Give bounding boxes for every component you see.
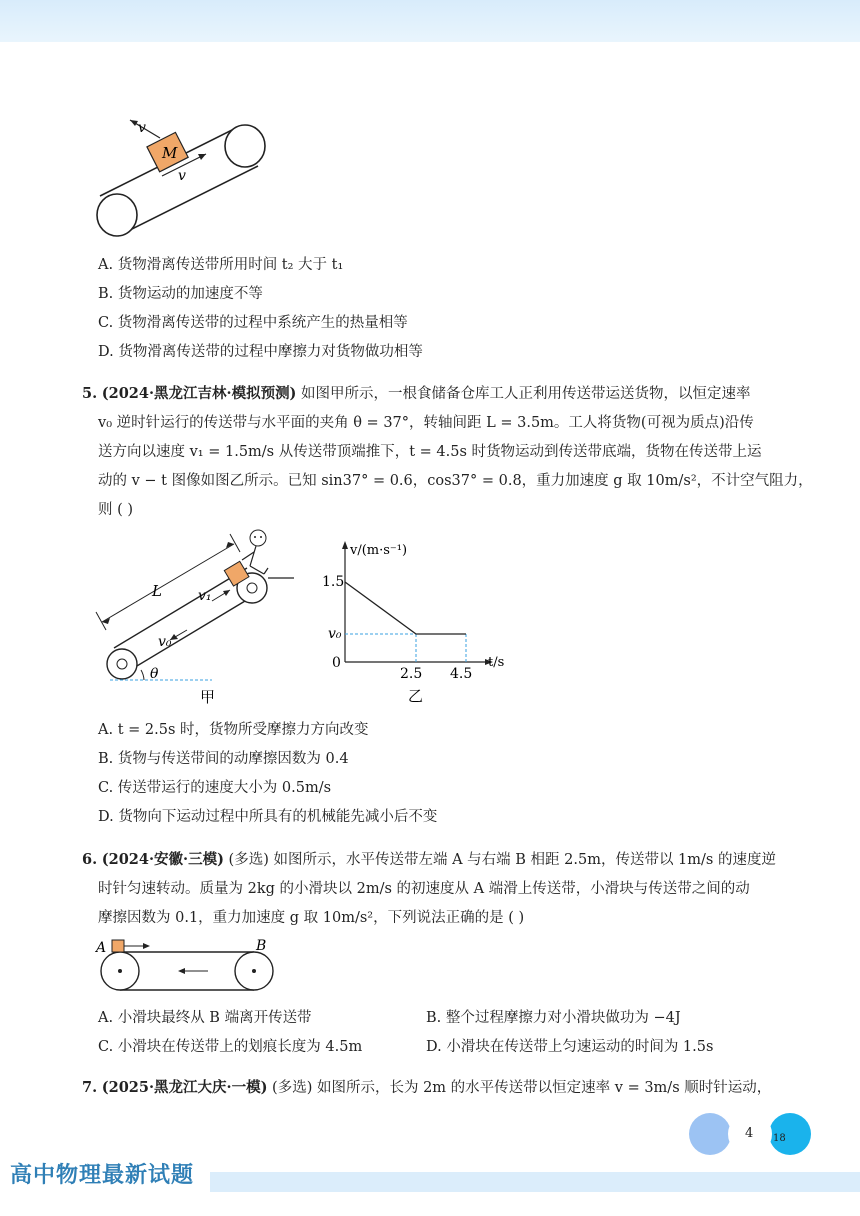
q5-yi-velocity-line xyxy=(345,582,466,634)
q6-option-a: A. 小滑块最终从 B 端离开传送带 xyxy=(98,1010,312,1026)
q5-fig-jia-v0: v₀ xyxy=(158,634,172,650)
q5-yi-tick-2-5: 2.5 xyxy=(400,666,423,682)
q6-option-d: D. 小滑块在传送带上匀速运动的时间为 1.5s xyxy=(426,1039,714,1055)
q6-number: 6. xyxy=(82,851,98,868)
q7-source: (2025·黑龙江大庆·一模) xyxy=(101,1079,268,1096)
q5-yi-tick-v0: v₀ xyxy=(328,626,342,642)
q5-option-a: A. t = 2.5s 时，货物所受摩擦力方向改变 xyxy=(98,722,369,738)
q5-line-4: 动的 v − t 图像如图乙所示。已知 sin37° = 0.6，cos37° = 0.8，重力加速度 g 取 10m/s²，不计空气阻力， xyxy=(98,473,813,489)
page-number: 4 xyxy=(745,1126,754,1141)
q7-number: 7. xyxy=(82,1079,98,1096)
q4-option-a: A. 货物滑离传送带所用时间 t₂ 大于 t₁ xyxy=(98,257,344,273)
q5-fig-jia xyxy=(92,530,302,710)
q6-line-3: 摩擦因数为 0.1，重力加速度 g 取 10m/s²，下列说法正确的是 ( ) xyxy=(98,910,525,926)
q6-fig-label-b: B xyxy=(256,938,267,954)
q6-line-2: 时针匀速转动。质量为 2kg 的小滑块以 2m/s 的初速度从 A 端滑上传送带，小滑块与传送带之间的动 xyxy=(98,881,750,897)
q5-yi-x-label: t/s xyxy=(488,655,505,670)
q7-line-1 xyxy=(82,1078,771,1098)
q6-text-1: (多选) 如图所示，水平传送带左端 A 与右端 B 相距 2.5m，传送带以 1m/s 的速度逆 xyxy=(228,852,776,868)
q5-line-1 xyxy=(82,384,751,404)
q6-option-c: C. 小滑块在传送带上的划痕长度为 4.5m xyxy=(98,1039,363,1055)
q5-option-b: B. 货物与传送带间的动摩擦因数为 0.4 xyxy=(98,751,349,767)
q5-yi-caption: 乙 xyxy=(408,687,424,705)
page-total: 18 xyxy=(773,1133,786,1144)
q5-fig-jia-v1: v₁ xyxy=(198,588,212,604)
q5-line-2: v₀ 逆时针运行的传送带与水平面的夹角 θ = 37°，转轴间距 L = 3.5m。工人将货物(可视为质点)沿传 xyxy=(98,415,754,431)
q5-number: 5. xyxy=(82,385,98,402)
footer-logo: 高中物理最新试题 xyxy=(10,1163,195,1188)
q4-option-d: D. 货物滑离传送带的过程中摩擦力对货物做功相等 xyxy=(98,344,423,360)
q4-option-c: C. 货物滑离传送带的过程中系统产生的热量相等 xyxy=(98,315,408,331)
q5-line-3: 送方向以速度 v₁ = 1.5m/s 从传送带顶端推下，t = 4.5s 时货物运动到传送带底端，货物在传送带上运 xyxy=(98,444,762,460)
q6-source: (2024·安徽·三模) xyxy=(101,851,224,868)
q5-yi-origin: 0 xyxy=(332,655,341,671)
q5-fig-jia-theta: θ xyxy=(150,666,159,682)
q5-fig-jia-L: L xyxy=(152,582,162,600)
q5-option-c: C. 传送带运行的速度大小为 0.5m/s xyxy=(98,780,332,796)
q5-source: (2024·黑龙江吉林·模拟预测) xyxy=(101,385,297,402)
header-band xyxy=(0,0,860,42)
q5-yi-tick-1-5: 1.5 xyxy=(322,574,345,590)
q4-conveyor-figure xyxy=(90,118,290,243)
q4-v-bottom-label: v xyxy=(178,168,186,184)
q6-option-b: B. 整个过程摩擦力对小滑块做功为 −4J xyxy=(426,1010,681,1026)
q5-fig-yi xyxy=(318,538,518,706)
q5-text-1: 如图甲所示，一根食储备仓库工人正利用传送带运送货物，以恒定速率 xyxy=(301,386,751,402)
q5-yi-y-label: v/(m·s⁻¹) xyxy=(350,543,408,558)
footer-band xyxy=(210,1172,860,1192)
q5-yi-tick-4-5: 4.5 xyxy=(450,666,473,682)
q5-option-d: D. 货物向下运动过程中所具有的机械能先减小后不变 xyxy=(98,809,438,825)
q4-v-top-label: v xyxy=(138,120,146,136)
q6-conveyor-figure xyxy=(92,938,282,996)
q4-option-b: B. 货物运动的加速度不等 xyxy=(98,286,263,302)
q5-line-5: 则 ( ) xyxy=(98,502,134,518)
q6-line-1 xyxy=(82,850,776,870)
q6-fig-label-a: A xyxy=(96,940,107,956)
q5-fig-jia-caption: 甲 xyxy=(200,688,216,706)
q7-text-1: (多选) 如图所示，长为 2m 的水平传送带以恒定速率 v = 3m/s 顺时针运动， xyxy=(272,1080,772,1096)
q4-mass-label: M xyxy=(162,144,178,162)
